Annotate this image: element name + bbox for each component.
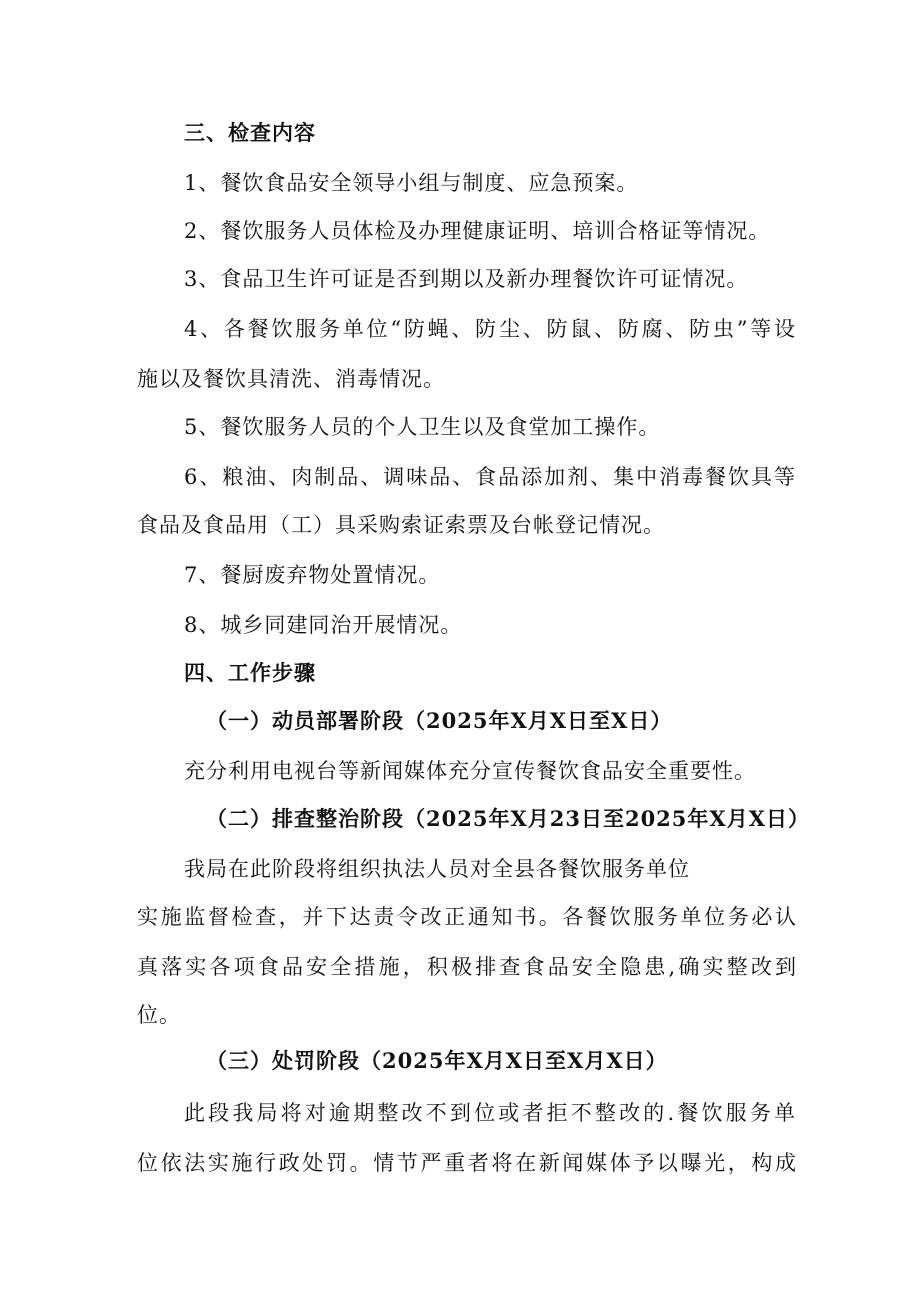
stage-2-line-3: 真落实各项食品安全措施，积极排查食品安全隐患,确实整改到 (137, 955, 797, 979)
inspection-item-2: 2、餐饮服务人员体检及办理健康证明、培训合格证等情况。 (184, 219, 771, 243)
stage-1-heading: （一）动员部署阶段（2025年X月X日至X日） (206, 708, 673, 733)
stage-3-line-1: 此段我局将对逾期整改不到位或者拒不整改的.餐饮服务单 (184, 1101, 796, 1125)
inspection-item-1: 1、餐饮食品安全领导小组与制度、应急预案。 (184, 171, 639, 195)
inspection-item-3: 3、食品卫生许可证是否到期以及新办理餐饮许可证情况。 (184, 267, 749, 291)
inspection-item-6-line-1: 6、粮油、肉制品、调味品、食品添加剂、集中消毒餐饮具等 (184, 465, 796, 489)
inspection-item-6-line-2: 食品及食品用（工）具采购索证索票及台帐登记情况。 (137, 513, 665, 537)
section-heading-inspection-content: 三、检查内容 (184, 120, 316, 145)
inspection-item-7: 7、餐厨废弃物处置情况。 (184, 563, 441, 587)
stage-1-text: 充分利用电视台等新闻媒体充分宣传餐饮食品安全重要性。 (184, 759, 756, 783)
stage-3-heading: （三）处罚阶段（2025年X月X日至X月X日） (206, 1048, 668, 1073)
inspection-item-8: 8、城乡同建同治开展情况。 (184, 613, 463, 637)
inspection-item-4-line-2: 施以及餐饮具清洗、消毒情况。 (137, 367, 445, 391)
stage-2-heading: （二）排查整治阶段（2025年X月23日至2025年X月X日） (206, 806, 810, 831)
stage-3-line-2: 位依法实施行政处罚。情节严重者将在新闻媒体予以曝光，构成 (137, 1151, 797, 1175)
stage-2-line-1: 我局在此阶段将组织执法人员对全县各餐饮服务单位 (184, 857, 690, 881)
stage-2-line-4: 位。 (137, 1003, 181, 1027)
inspection-item-4-line-1: 4、各餐饮服务单位“防蝇、防尘、防鼠、防腐、防虫”等设 (184, 317, 796, 341)
inspection-item-5: 5、餐饮服务人员的个人卫生以及食堂加工操作。 (184, 415, 661, 439)
section-heading-work-steps: 四、工作步骤 (184, 660, 316, 685)
stage-2-line-2: 实施监督检查，并下达责令改正通知书。各餐饮服务单位务必认 (137, 905, 797, 929)
